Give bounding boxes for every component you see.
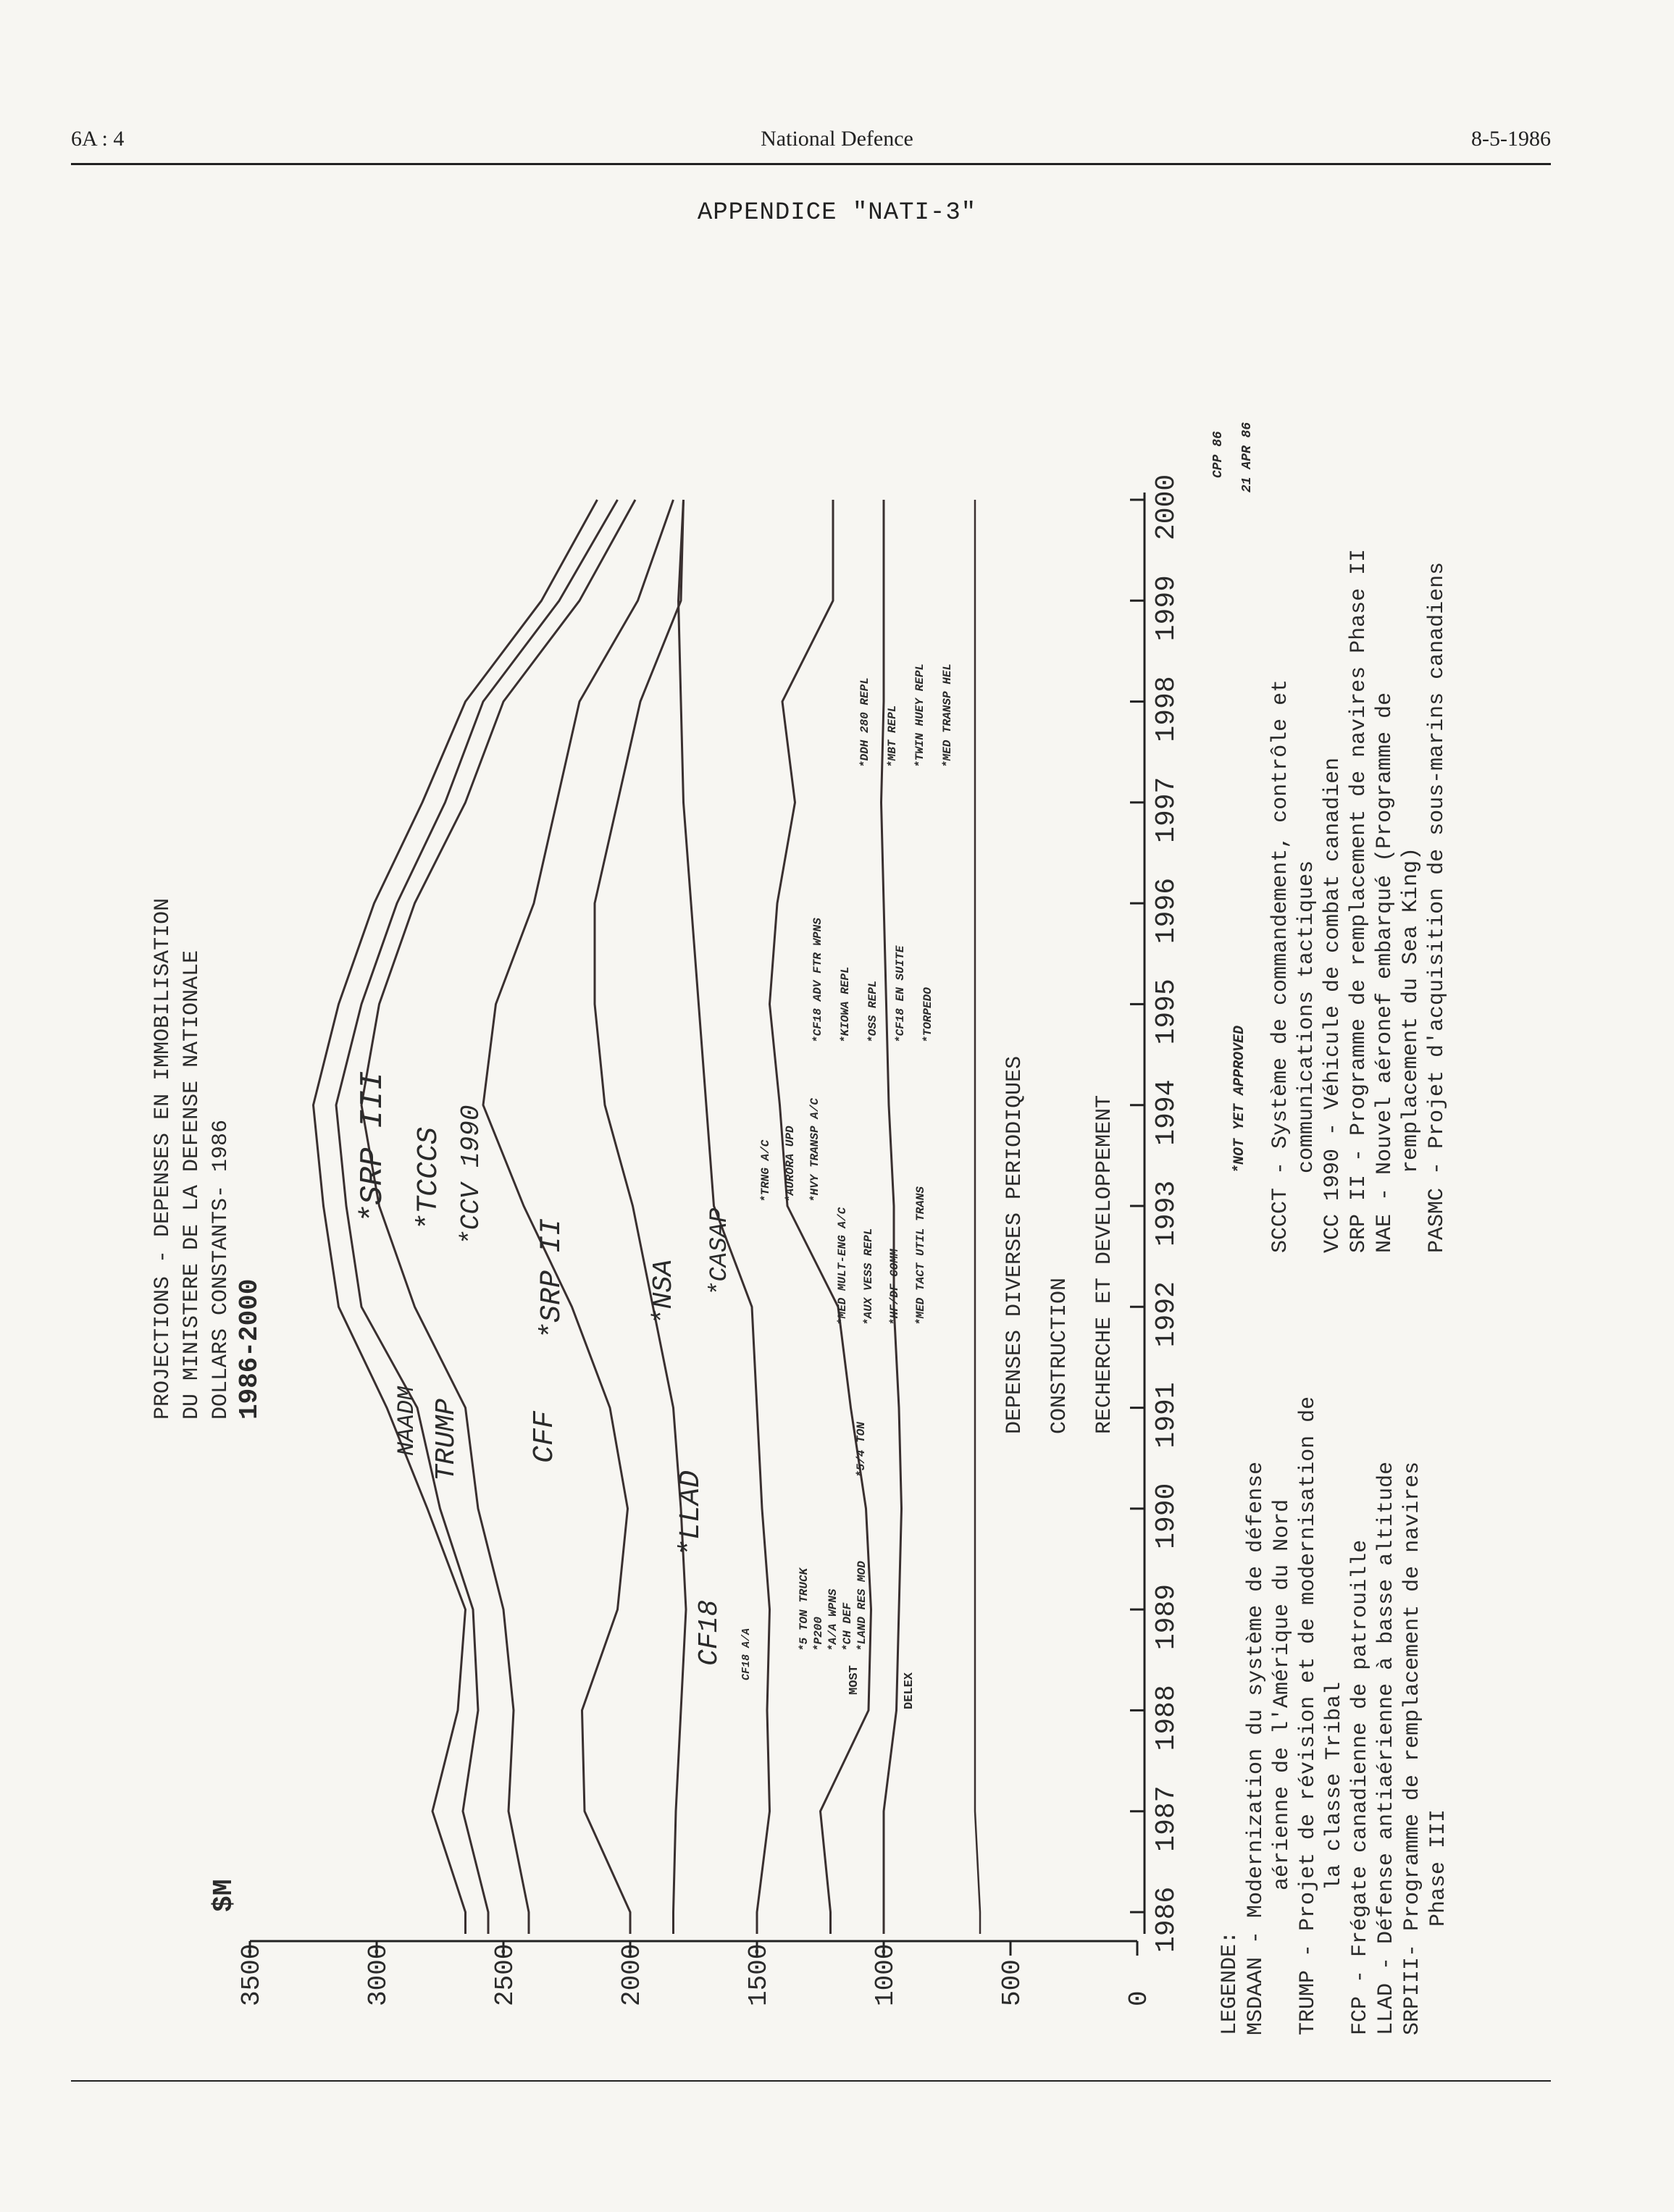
value-tick-label: 2500 — [490, 1943, 520, 2006]
date-note: 21 APR 86 — [1240, 422, 1255, 493]
misc-project-label: *CH DEF — [841, 1602, 854, 1651]
legend-item: SRPIII- Programme de remplacement de navires — [1400, 1461, 1425, 2035]
legend-item: communications tactiques — [1294, 860, 1319, 1173]
chart-legend-right — [1268, 549, 1450, 1253]
chart-title-line4: 1986-2000 — [235, 1278, 264, 1420]
area-label-srp3: *SRP III — [355, 1071, 391, 1224]
value-tick-label: 1000 — [871, 1943, 900, 2006]
value-tick-label: 0 — [1124, 1990, 1154, 2006]
area-label-llad: *LLAD — [675, 1470, 708, 1557]
series-line-cff — [483, 500, 674, 1934]
chart-title-line2: DU MINISTERE DE LA DEFENSE NATIONALE — [180, 950, 204, 1420]
late-project-labels — [804, 918, 942, 1043]
year-tick-label: 1993 — [1151, 1180, 1182, 1247]
year-tick-label: 2000 — [1151, 474, 1182, 540]
year-tick-label: 1994 — [1151, 1079, 1182, 1146]
series-line-llad — [595, 500, 686, 1934]
inner-legend — [992, 1056, 1127, 1434]
legend-item: FCP - Frégate canadienne de patrouille — [1348, 1539, 1373, 2035]
last-project-label: *DDH 280 REPL — [858, 677, 871, 768]
legend-item: SCCCT - Système de commandement, contrôle et — [1268, 679, 1293, 1253]
chart-x-tick-labels — [1151, 474, 1182, 1953]
value-tick-label: 500 — [997, 1959, 1027, 2006]
last-project-label: *MED TRANSP HEL — [941, 663, 954, 768]
legend-item: SRP II - Programme de remplacement de navires Phase II — [1347, 548, 1371, 1253]
year-tick-label: 1992 — [1151, 1281, 1182, 1348]
late-project-label: *TORPEDO — [921, 987, 934, 1043]
chart-y-tick-labels — [237, 1944, 1154, 2006]
value-tick-label: 1500 — [744, 1943, 774, 2006]
area-label-most: MOST — [848, 1665, 861, 1695]
area-label-cff: CFF — [529, 1410, 561, 1463]
misc-project-label: *P200 — [812, 1616, 825, 1651]
value-tick-label: 3500 — [237, 1943, 267, 2006]
year-tick-label: 1990 — [1151, 1483, 1182, 1549]
area-label-ccv: *CCV 1990 — [456, 1105, 486, 1246]
year-tick-label: 1997 — [1151, 776, 1182, 843]
year-tick-label: 1991 — [1151, 1382, 1182, 1449]
area-label-nsa: *NSA — [648, 1259, 679, 1325]
area-label-casap: *CASAP — [706, 1207, 734, 1296]
year-tick-label: 1998 — [1151, 676, 1182, 742]
page-date: 8-5-1986 — [1471, 127, 1551, 151]
inner-legend-item: RECHERCHE ET DEVELOPPEMENT — [1092, 1094, 1117, 1434]
area-label-tcccs: *TCCCS — [413, 1126, 445, 1231]
mid-project-labels — [829, 1186, 934, 1325]
chart-title-line3: DOLLARS CONSTANTS- 1986 — [209, 1119, 233, 1420]
appendix-title: APPENDICE "NATI-3" — [697, 199, 977, 227]
misc-project-label: *A/A WPNS — [826, 1588, 840, 1651]
misc-project-label: *5 TON TRUCK — [798, 1567, 811, 1651]
area-label-naadm: NAADM — [393, 1386, 420, 1456]
late-project-label: *OSS REPL — [866, 980, 879, 1043]
area-label-delex: DELEX — [903, 1672, 916, 1709]
year-tick-label: 1999 — [1151, 575, 1182, 642]
ton-label: *5/4 TON — [855, 1422, 868, 1478]
not-approved-note: *NOT YET APPROVED — [1231, 1025, 1248, 1173]
cpp-note: CPP 86 — [1211, 431, 1226, 478]
legend-item: PASMC - Projet d'acquisition de sous-marins canadiens — [1425, 561, 1449, 1253]
legend-item: aérienne de l'Amérique du Nord — [1270, 1499, 1294, 1890]
legend-title: LEGENDE: — [1218, 1930, 1242, 2035]
year-tick-label: 1988 — [1151, 1685, 1182, 1751]
area-label-cf18-sub: CF18 A/A — [740, 1627, 753, 1680]
top-project-label: *HVY TRANSP A/C — [808, 1097, 821, 1202]
late-project-label: *CF18 ADV FTR WPNS — [811, 918, 824, 1043]
legend-item: MSDAAN - Modernization du système de défense — [1244, 1461, 1268, 2035]
value-tick-label: 2000 — [617, 1943, 647, 2006]
year-tick-label: 1989 — [1151, 1583, 1182, 1651]
y-unit-label: $M — [209, 1879, 240, 1912]
top-project-labels — [753, 1098, 827, 1202]
last-project-label: *TWIN HUEY REPL — [913, 663, 926, 768]
misc-project-labels — [797, 1561, 869, 1651]
mid-project-label: *MED TACT UTIL TRANS — [914, 1186, 927, 1325]
chart-title-line1: PROJECTIONS - DEPENSES EN IMMOBILISATION — [151, 897, 175, 1420]
late-project-label: *CF18 EN SUITE — [894, 945, 907, 1043]
year-tick-label: 1995 — [1151, 979, 1182, 1045]
mid-project-label: *AUX VESS REPL — [862, 1228, 875, 1325]
top-project-label: *TRNG A/C — [759, 1139, 772, 1202]
top-project-label: *AURORA UPD — [784, 1126, 797, 1202]
year-tick-label: 1996 — [1151, 877, 1182, 944]
legend-item: Phase III — [1426, 1809, 1451, 1927]
area-label-srp2: *SRP II — [536, 1218, 569, 1340]
inner-legend-item: DEPENSES DIVERSES PERIODIQUES — [1003, 1055, 1027, 1434]
last-project-label: *MBT REPL — [886, 705, 899, 768]
chart-legend — [1217, 1396, 1452, 2035]
late-project-label: *KIOWA REPL — [839, 966, 852, 1043]
footer-rule — [71, 2080, 1551, 2082]
legend-item: NAE - Nouvel aéronef embarqué (Programme de — [1373, 692, 1397, 1253]
mid-project-label: *HF/DF COMM — [888, 1249, 901, 1325]
legend-item: la classe Tribal — [1322, 1681, 1347, 1890]
legend-item: TRUMP - Projet de révision et de modernisation de — [1296, 1396, 1321, 2035]
year-tick-label: 1987 — [1151, 1785, 1182, 1852]
page-number: 6A : 4 — [71, 127, 125, 151]
last-project-labels — [851, 663, 961, 768]
area-label-trump: TRUMP — [431, 1398, 462, 1481]
running-title: National Defence — [761, 127, 913, 151]
mid-project-label: *MED MULT-ENG A/C — [836, 1207, 849, 1325]
series-line-depenses-diverses-periodiques — [975, 500, 980, 1934]
misc-project-label: *LAND RES MOD — [855, 1561, 869, 1651]
year-tick-label: 1986 — [1151, 1886, 1182, 1953]
area-label-cf18: CF18 — [694, 1599, 725, 1666]
inner-legend-item: CONSTRUCTION — [1047, 1277, 1072, 1434]
legend-item: LLAD - Défense antiaérienne à basse altitude — [1374, 1461, 1399, 2035]
chart-title-block — [148, 898, 264, 1420]
series-line-trump — [361, 500, 635, 1934]
legend-item: remplacement du Sea King) — [1399, 847, 1423, 1173]
value-tick-label: 3000 — [364, 1943, 393, 2006]
legend-item: VCC 1990 - Véhicule de combat canadien — [1321, 757, 1345, 1253]
